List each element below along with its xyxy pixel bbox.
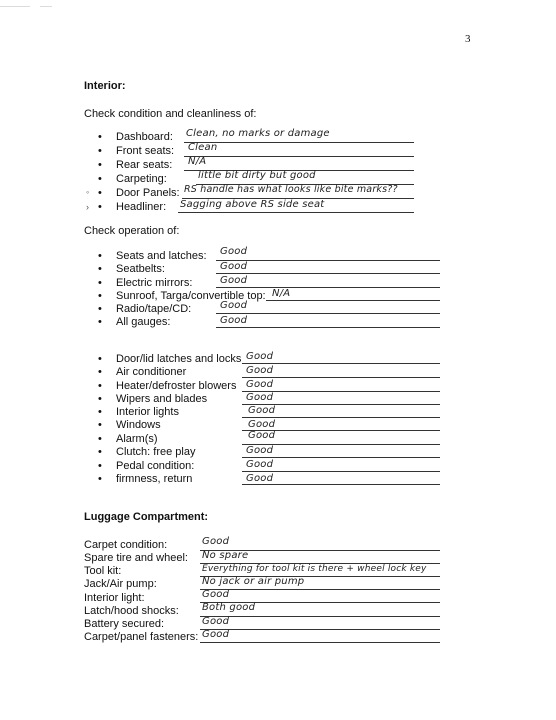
luggage-label: Spare tire and wheel: bbox=[84, 552, 188, 564]
function-value: Good bbox=[246, 365, 274, 376]
bullet-icon: • bbox=[98, 290, 102, 302]
operation-label: Radio/tape/CD: bbox=[116, 303, 192, 315]
bullet-icon: • bbox=[98, 433, 102, 445]
operation-label: All gauges: bbox=[116, 316, 171, 328]
condition-label: Front seats: bbox=[116, 145, 175, 157]
answer-line bbox=[216, 327, 440, 328]
function-value: Good bbox=[246, 392, 274, 403]
margin-mark-icon: › bbox=[86, 202, 89, 212]
operation-value: Good bbox=[220, 246, 248, 257]
function-label: Air conditioner bbox=[116, 366, 187, 378]
bullet-icon: • bbox=[98, 353, 102, 365]
answer-line bbox=[184, 156, 414, 157]
answer-line bbox=[216, 313, 440, 314]
luggage-value: Good bbox=[202, 616, 230, 627]
operation-label: Electric mirrors: bbox=[116, 277, 193, 289]
condition-value: N/A bbox=[188, 156, 207, 167]
luggage-value: No spare bbox=[202, 550, 249, 561]
operation-label: Seatbelts: bbox=[116, 263, 165, 275]
function-label: firmness, return bbox=[116, 473, 193, 485]
bullet-icon: • bbox=[98, 263, 102, 275]
function-value: Good bbox=[246, 379, 274, 390]
condition-value: little bit dirty but good bbox=[198, 170, 316, 181]
answer-line bbox=[242, 377, 440, 378]
luggage-value: No jack or air pump bbox=[202, 576, 305, 587]
bullet-icon: • bbox=[98, 250, 102, 262]
condition-value: Clean, no marks or damage bbox=[186, 128, 330, 139]
bullet-icon: • bbox=[98, 173, 102, 185]
function-value: Good bbox=[248, 430, 276, 441]
function-value: Good bbox=[246, 351, 274, 362]
function-label: Door/lid latches and locks bbox=[116, 353, 242, 365]
bullet-icon: • bbox=[98, 145, 102, 157]
answer-line bbox=[266, 300, 440, 301]
function-value: Good bbox=[248, 405, 276, 416]
luggage-value: Good bbox=[202, 589, 230, 600]
bullet-icon: • bbox=[98, 277, 102, 289]
condition-intro: Check condition and cleanliness of: bbox=[84, 108, 257, 120]
condition-label: Rear seats: bbox=[116, 159, 173, 171]
operation-label: Sunroof, Targa/convertible top: bbox=[116, 290, 266, 302]
function-label: Alarm(s) bbox=[116, 433, 158, 445]
bullet-icon: • bbox=[98, 419, 102, 431]
luggage-label: Carpet condition: bbox=[84, 539, 168, 551]
answer-line bbox=[216, 273, 440, 274]
answer-line bbox=[216, 260, 440, 261]
bullet-icon: • bbox=[98, 303, 102, 315]
operation-value: Good bbox=[220, 275, 248, 286]
page-number: 3 bbox=[465, 33, 471, 45]
luggage-label: Battery secured: bbox=[84, 618, 165, 630]
luggage-label: Carpet/panel fasteners: bbox=[84, 631, 199, 643]
function-label: Windows bbox=[116, 419, 161, 431]
bullet-icon: • bbox=[98, 460, 102, 472]
bullet-icon: • bbox=[98, 446, 102, 458]
luggage-value: Both good bbox=[202, 602, 256, 613]
condition-label: Headliner: bbox=[116, 201, 167, 213]
bullet-icon: • bbox=[98, 406, 102, 418]
luggage-label: Tool kit: bbox=[84, 565, 122, 577]
function-label: Interior lights bbox=[116, 406, 179, 418]
scan-mark bbox=[0, 6, 30, 7]
bullet-icon: • bbox=[98, 393, 102, 405]
bullet-icon: • bbox=[98, 380, 102, 392]
answer-line bbox=[242, 484, 440, 485]
operation-label: Seats and latches: bbox=[116, 250, 207, 262]
function-value: Good bbox=[246, 445, 274, 456]
luggage-label: Interior light: bbox=[84, 592, 145, 604]
condition-label: Door Panels: bbox=[116, 187, 180, 199]
answer-line bbox=[216, 287, 440, 288]
function-value: Good bbox=[246, 473, 274, 484]
function-label: Pedal condition: bbox=[116, 460, 195, 472]
margin-mark-icon: ◦ bbox=[86, 187, 90, 197]
function-label: Wipers and blades bbox=[116, 393, 208, 405]
condition-label: Dashboard: bbox=[116, 131, 173, 143]
answer-line bbox=[200, 629, 440, 630]
bullet-icon: • bbox=[98, 473, 102, 485]
luggage-value: Good bbox=[202, 536, 230, 547]
answer-line bbox=[242, 471, 440, 472]
bullet-icon: • bbox=[98, 201, 102, 213]
operation-intro: Check operation of: bbox=[84, 225, 180, 237]
luggage-value: Good bbox=[202, 629, 230, 640]
operation-value: Good bbox=[220, 261, 248, 272]
luggage-value: Everything for tool kit is there + wheel lock key bbox=[202, 564, 427, 574]
condition-value: Clean bbox=[188, 142, 218, 153]
scan-mark bbox=[40, 6, 52, 7]
function-value: Good bbox=[246, 459, 274, 470]
answer-line bbox=[242, 363, 440, 364]
condition-value: Sagging above RS side seat bbox=[180, 199, 325, 210]
answer-line bbox=[200, 642, 440, 643]
luggage-label: Jack/Air pump: bbox=[84, 578, 157, 590]
bullet-icon: • bbox=[98, 316, 102, 328]
answer-line bbox=[242, 457, 440, 458]
bullet-icon: • bbox=[98, 159, 102, 171]
bullet-icon: • bbox=[98, 131, 102, 143]
operation-value: N/A bbox=[272, 288, 291, 299]
function-label: Heater/defroster blowers bbox=[116, 380, 237, 392]
operation-value: Good bbox=[220, 300, 248, 311]
answer-line bbox=[200, 589, 440, 590]
bullet-icon: • bbox=[98, 366, 102, 378]
answer-line bbox=[200, 616, 440, 617]
luggage-label: Latch/hood shocks: bbox=[84, 605, 179, 617]
luggage-heading: Luggage Compartment: bbox=[84, 511, 209, 523]
condition-value: RS handle has what looks like bite marks?? bbox=[184, 184, 398, 195]
function-label: Clutch: free play bbox=[116, 446, 196, 458]
answer-line bbox=[178, 212, 414, 213]
answer-line bbox=[242, 417, 440, 418]
operation-value: Good bbox=[220, 315, 248, 326]
answer-line bbox=[184, 142, 414, 143]
condition-label: Carpeting: bbox=[116, 173, 167, 185]
interior-heading: Interior: bbox=[84, 80, 126, 92]
function-value: Good bbox=[248, 419, 276, 430]
bullet-icon: • bbox=[98, 187, 102, 199]
